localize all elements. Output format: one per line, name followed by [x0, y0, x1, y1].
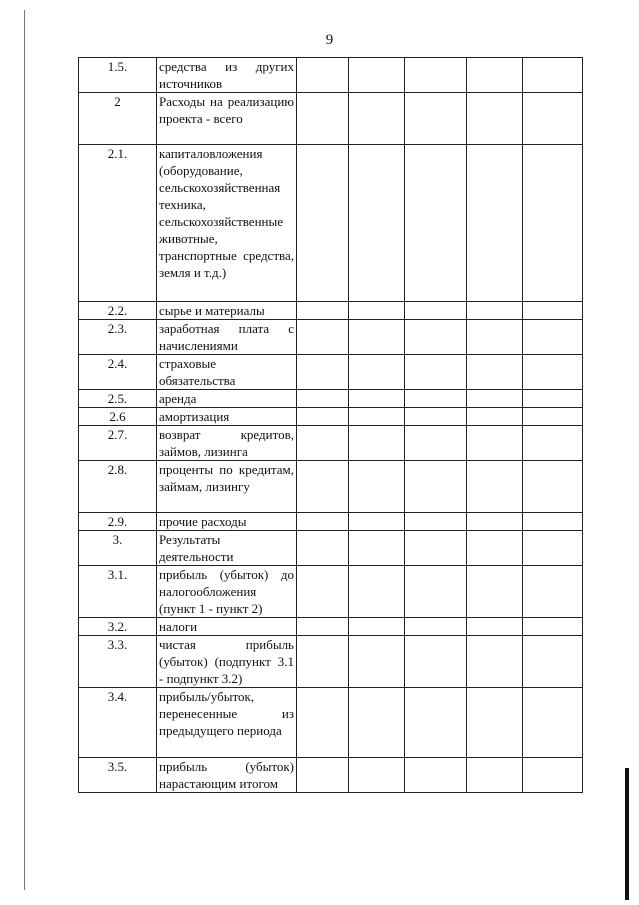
table-row — [79, 93, 583, 145]
value-cell — [297, 618, 349, 636]
value-cell — [349, 461, 405, 513]
row-number: 2.1. — [79, 145, 157, 302]
row-number: 2.3. — [79, 320, 157, 355]
value-cell — [405, 636, 467, 688]
value-cell — [467, 566, 523, 618]
table-row — [79, 390, 583, 408]
table-row — [79, 636, 583, 688]
value-cell — [523, 58, 583, 93]
table-row — [79, 758, 583, 793]
row-label: прибыль (убыток) до налогообложения (пункт 1 - пункт 2) — [157, 566, 297, 618]
value-cell — [523, 408, 583, 426]
row-label: Результаты деятельности — [157, 531, 297, 566]
value-cell — [297, 531, 349, 566]
value-cell — [405, 355, 467, 390]
value-cell — [523, 566, 583, 618]
row-number: 3.5. — [79, 758, 157, 793]
value-cell — [297, 566, 349, 618]
table-row — [79, 302, 583, 320]
value-cell — [405, 302, 467, 320]
value-cell — [297, 426, 349, 461]
value-cell — [349, 513, 405, 531]
value-cell — [523, 145, 583, 302]
value-cell — [405, 566, 467, 618]
row-label: средства из других источников — [157, 58, 297, 93]
row-label: чистая прибыль (убыток) (подпункт 3.1 - подпункт 3.2) — [157, 636, 297, 688]
value-cell — [349, 566, 405, 618]
row-label: прочие расходы — [157, 513, 297, 531]
value-cell — [297, 93, 349, 145]
budget-table — [78, 57, 583, 793]
table-row — [79, 688, 583, 758]
value-cell — [405, 320, 467, 355]
value-cell — [523, 461, 583, 513]
row-number: 3.3. — [79, 636, 157, 688]
value-cell — [467, 688, 523, 758]
value-cell — [523, 390, 583, 408]
value-cell — [523, 618, 583, 636]
value-cell — [349, 320, 405, 355]
row-number: 2.5. — [79, 390, 157, 408]
row-number: 2.2. — [79, 302, 157, 320]
value-cell — [349, 408, 405, 426]
value-cell — [467, 408, 523, 426]
value-cell — [467, 531, 523, 566]
table-row — [79, 566, 583, 618]
value-cell — [297, 513, 349, 531]
row-label: возврат кредитов, займов, лизинга — [157, 426, 297, 461]
value-cell — [297, 636, 349, 688]
value-cell — [467, 636, 523, 688]
value-cell — [405, 461, 467, 513]
row-label: прибыль (убыток) нарастающим итогом — [157, 758, 297, 793]
row-label: заработная плата с начислениями — [157, 320, 297, 355]
row-label: налоги — [157, 618, 297, 636]
value-cell — [297, 145, 349, 302]
value-cell — [405, 531, 467, 566]
value-cell — [349, 302, 405, 320]
value-cell — [523, 531, 583, 566]
value-cell — [405, 513, 467, 531]
value-cell — [297, 408, 349, 426]
scan-edge-mark — [625, 768, 629, 900]
value-cell — [523, 426, 583, 461]
value-cell — [467, 145, 523, 302]
value-cell — [467, 758, 523, 793]
row-label: прибыль/убыток, перенесенные из предыдущего периода — [157, 688, 297, 758]
value-cell — [467, 93, 523, 145]
value-cell — [467, 461, 523, 513]
row-number: 2.6 — [79, 408, 157, 426]
page-number: 9 — [325, 32, 334, 48]
value-cell — [405, 93, 467, 145]
value-cell — [349, 618, 405, 636]
value-cell — [405, 618, 467, 636]
row-number: 1.5. — [79, 58, 157, 93]
value-cell — [349, 636, 405, 688]
value-cell — [405, 408, 467, 426]
value-cell — [297, 58, 349, 93]
row-number: 2.7. — [79, 426, 157, 461]
value-cell — [297, 461, 349, 513]
value-cell — [349, 58, 405, 93]
row-number: 2.4. — [79, 355, 157, 390]
row-label: аренда — [157, 390, 297, 408]
value-cell — [405, 145, 467, 302]
value-cell — [523, 302, 583, 320]
value-cell — [467, 426, 523, 461]
value-cell — [523, 93, 583, 145]
row-label: проценты по кредитам, займам, лизингу — [157, 461, 297, 513]
value-cell — [523, 355, 583, 390]
value-cell — [405, 426, 467, 461]
scan-edge-mark — [24, 10, 25, 890]
value-cell — [467, 58, 523, 93]
value-cell — [467, 513, 523, 531]
value-cell — [349, 758, 405, 793]
table-row — [79, 461, 583, 513]
value-cell — [523, 636, 583, 688]
row-number: 3.1. — [79, 566, 157, 618]
row-number: 2 — [79, 93, 157, 145]
table-row — [79, 618, 583, 636]
row-label: страховые обязательства — [157, 355, 297, 390]
value-cell — [297, 758, 349, 793]
table-row — [79, 355, 583, 390]
value-cell — [523, 513, 583, 531]
value-cell — [297, 688, 349, 758]
value-cell — [349, 688, 405, 758]
table-row — [79, 426, 583, 461]
value-cell — [467, 302, 523, 320]
table-row — [79, 408, 583, 426]
table-row — [79, 320, 583, 355]
value-cell — [467, 320, 523, 355]
row-number: 2.9. — [79, 513, 157, 531]
value-cell — [405, 390, 467, 408]
value-cell — [405, 58, 467, 93]
value-cell — [349, 145, 405, 302]
value-cell — [349, 531, 405, 566]
value-cell — [523, 320, 583, 355]
row-number: 2.8. — [79, 461, 157, 513]
table-row — [79, 58, 583, 93]
table-row — [79, 145, 583, 302]
value-cell — [349, 355, 405, 390]
row-label: капиталовложения (оборудование, сельскохозяйственная техника, сельскохозяйственные животные, транспортные средства, земля и т.д.) — [157, 145, 297, 302]
value-cell — [523, 758, 583, 793]
value-cell — [467, 390, 523, 408]
row-label: амортизация — [157, 408, 297, 426]
row-label: сырье и материалы — [157, 302, 297, 320]
value-cell — [523, 688, 583, 758]
row-number: 3. — [79, 531, 157, 566]
value-cell — [467, 618, 523, 636]
value-cell — [467, 355, 523, 390]
value-cell — [349, 390, 405, 408]
row-number: 3.4. — [79, 688, 157, 758]
table-row — [79, 531, 583, 566]
row-number: 3.2. — [79, 618, 157, 636]
table-row — [79, 513, 583, 531]
row-label: Расходы на реализацию проекта - всего — [157, 93, 297, 145]
value-cell — [297, 355, 349, 390]
value-cell — [349, 426, 405, 461]
value-cell — [405, 758, 467, 793]
value-cell — [405, 688, 467, 758]
value-cell — [349, 93, 405, 145]
value-cell — [297, 320, 349, 355]
value-cell — [297, 302, 349, 320]
value-cell — [297, 390, 349, 408]
